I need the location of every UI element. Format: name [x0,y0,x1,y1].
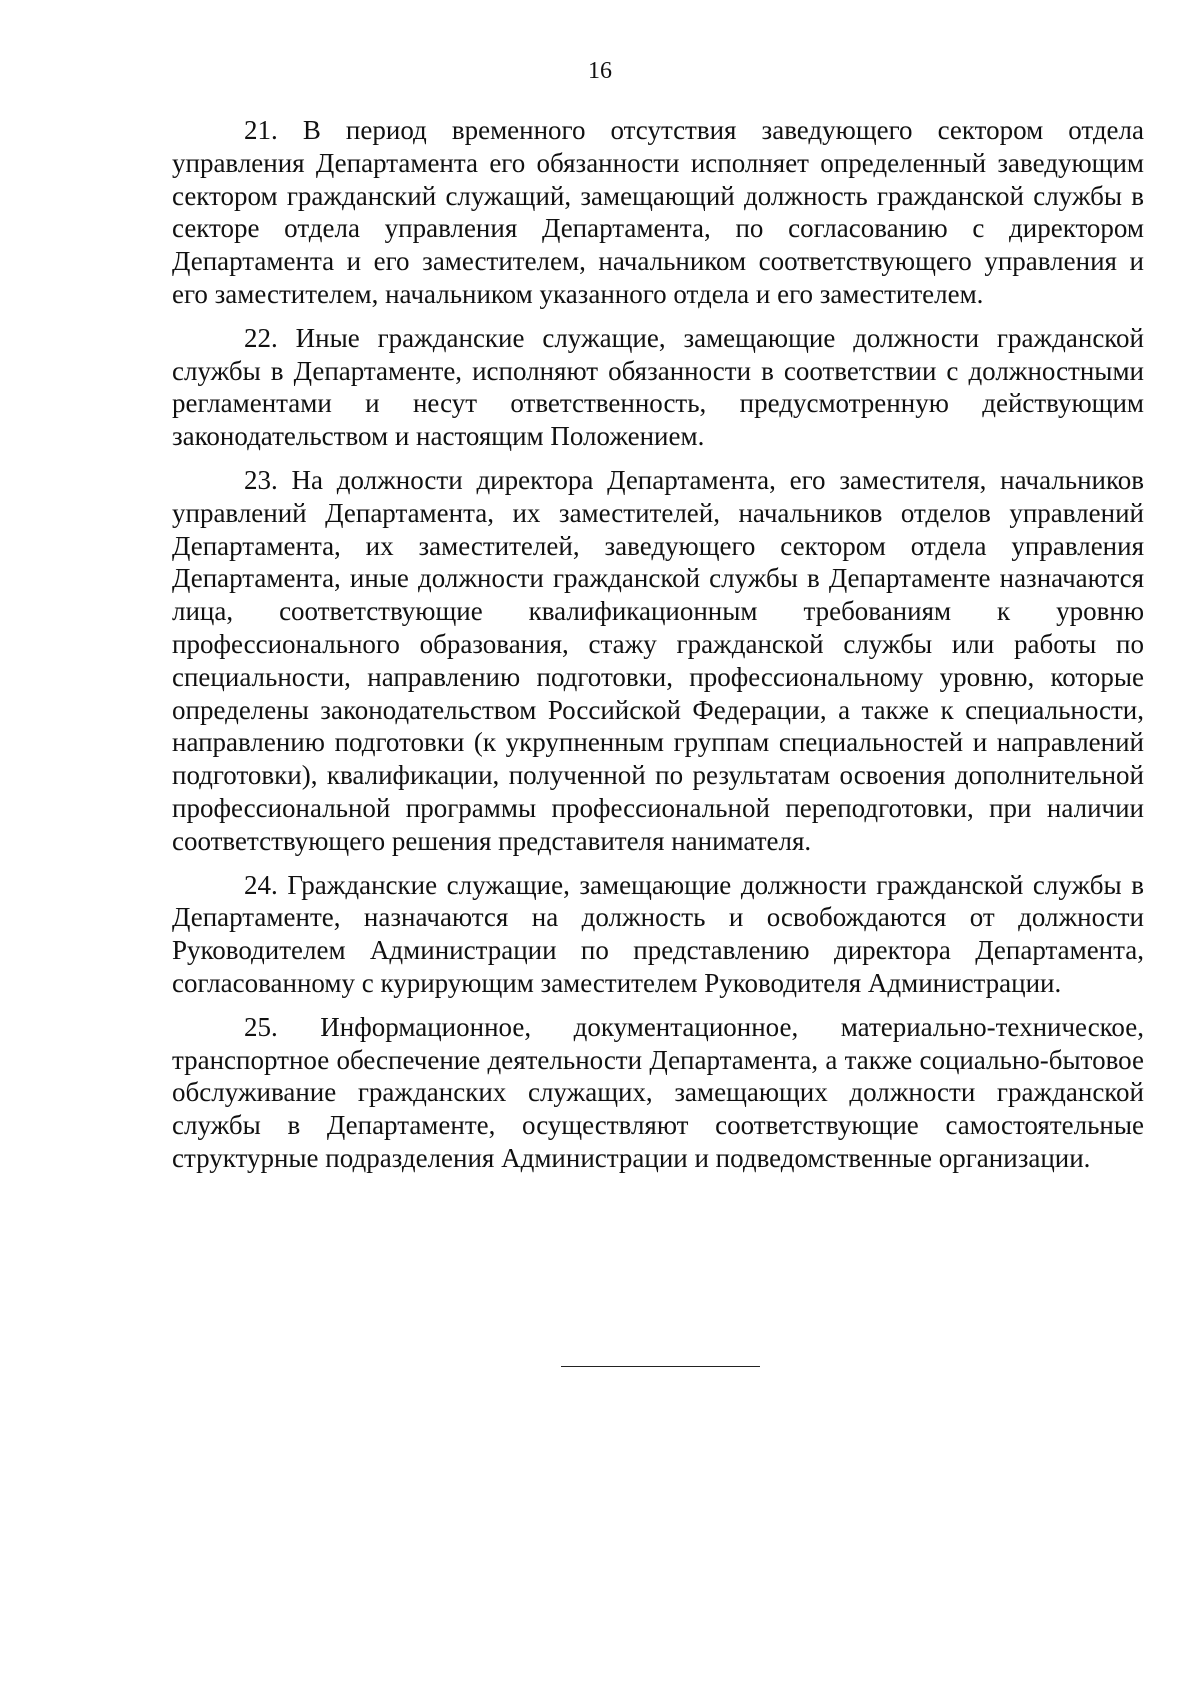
page-number: 16 [588,58,612,84]
document-body [172,114,1144,1186]
paragraph-24 [172,869,1144,1000]
paragraph-number: 24. [244,869,278,900]
paragraph-22 [172,322,1144,453]
paragraph-text: Иные гражданские служащие, замещающие должности гражданской службы в Департаменте, исполняют обязанности в соответствии с должностными регламентами и несут ответственность, предусмотренную действующим законодательством и настоящим Положением. [172,322,1144,452]
end-of-document-rule [561,1366,760,1367]
paragraph-23 [172,464,1144,858]
paragraph-text: В период временного отсутствия заведующего сектором отдела управления Департамента его обязанности исполняет определенный заведующим сектором гражданский служащий, замещающий должность гражданской службы в секторе отдела управления Департамента, по согласованию с директором Департамента и его заместителем, начальником соответствующего управления и его заместителем, начальником указанного отдела и его заместителем. [172,115,1145,309]
paragraph-25 [172,1011,1144,1175]
paragraph-text: Информационное, документационное, материально-техническое, транспортное обеспечение деятельности Департамента, а также социально-бытовое обслуживание гражданских служащих, замещающих должности гражданской службы в Департаменте, осуществляют соответствующие самостоятельные структурные подразделения Администрации и подведомственные организации. [172,1011,1144,1173]
paragraph-text: На должности директора Департамента, его заместителя, начальников управлений Департамента, их заместителей, начальников отделов управлений Департамента, их заместителей, заведующего сектором отдела управления Департамента, иные должности гражданской службы в Департаменте назначаются лица, соответствующие квалификационным требованиям к уровню профессионального образования, стажу гражданской службы или работы по специальности, направлению подготовки, профессиональному уровню, которые определены законодательством Российской Федерации, а также к специальности, направлению подготовки (к укрупненным группам специальностей и направлений подготовки), квалификации, полученной по результатам освоения дополнительной профессиональной программы профессиональной переподготовки, при наличии соответствующего решения представителя нанимателя. [172,464,1144,856]
paragraph-21 [172,114,1144,311]
paragraph-text: Гражданские служащие, замещающие должности гражданской службы в Департаменте, назначаются на должность и освобождаются от должности Руководителем Администрации по представлению директора Департамента, согласованному с курирующим заместителем Руководителя Администрации. [172,869,1144,998]
paragraph-number: 21. [244,115,278,145]
paragraph-number: 22. [244,322,278,353]
paragraph-number: 23. [244,464,278,495]
paragraph-number: 25. [244,1011,278,1042]
